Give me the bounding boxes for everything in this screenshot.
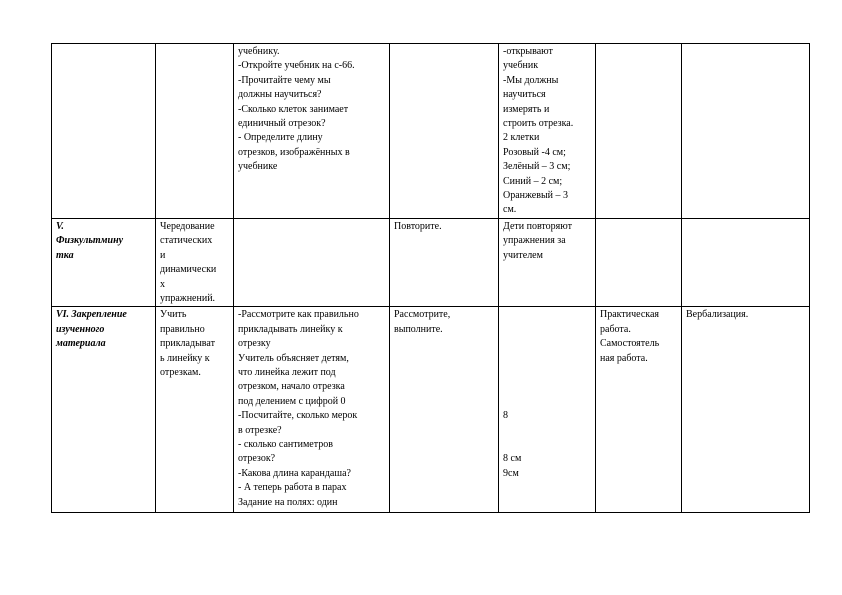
stage-cell: VI. Закрепление изученного материала [52, 307, 156, 513]
methods-cell [390, 44, 499, 219]
work-forms-cell: Практическая работа. Самостоятель ная работа. [596, 307, 682, 513]
results-cell: Вербализация. [682, 307, 810, 513]
tasks-cell [156, 44, 234, 219]
tasks-cell: Чередование статических и динамически х упражнений. [156, 218, 234, 306]
work-forms-cell [596, 218, 682, 306]
results-cell [682, 218, 810, 306]
teacher-activity-cell: -Рассмотрите как правильно прикладывать линейку к отрезку Учитель объясняет детям, что линейка лежит под отрезком, начало отрезка под делением с цифрой 0 -Посчитайте, сколько мерок в отрезке? - сколько сантиметров отрезок? -Какова длина карандаша? - А теперь работа в парах Задание на полях: один [234, 307, 390, 513]
teacher-activity-cell: учебнику. -Откройте учебник на с-66. -Прочитайте чему мы должны научиться? -Сколько клеток занимает единичный отрезок? - Определите длину отрезков, изображённых в учебнике [234, 44, 390, 219]
student-activity-cell: -открывают учебник -Мы должны научиться измерять и строить отрезка. 2 клетки Розовый -4 см; Зелёный – 3 см; Синий – 2 см; Оранжевый – 3 см. [499, 44, 596, 219]
methods-cell: Повторите. [390, 218, 499, 306]
student-activity-cell: 8 8 см 9см [499, 307, 596, 513]
lesson-plan-table [51, 43, 810, 513]
work-forms-cell [596, 44, 682, 219]
stage-cell: V. Физкультмину тка [52, 218, 156, 306]
teacher-activity-cell [234, 218, 390, 306]
results-cell [682, 44, 810, 219]
tasks-cell: Учить правильно прикладыват ь линейку к отрезкам. [156, 307, 234, 513]
table-row [52, 307, 810, 513]
student-activity-cell: Дети повторяют упражнения за учителем [499, 218, 596, 306]
stage-cell [52, 44, 156, 219]
table-row [52, 44, 810, 219]
methods-cell: Рассмотрите, выполните. [390, 307, 499, 513]
table-row [52, 218, 810, 306]
